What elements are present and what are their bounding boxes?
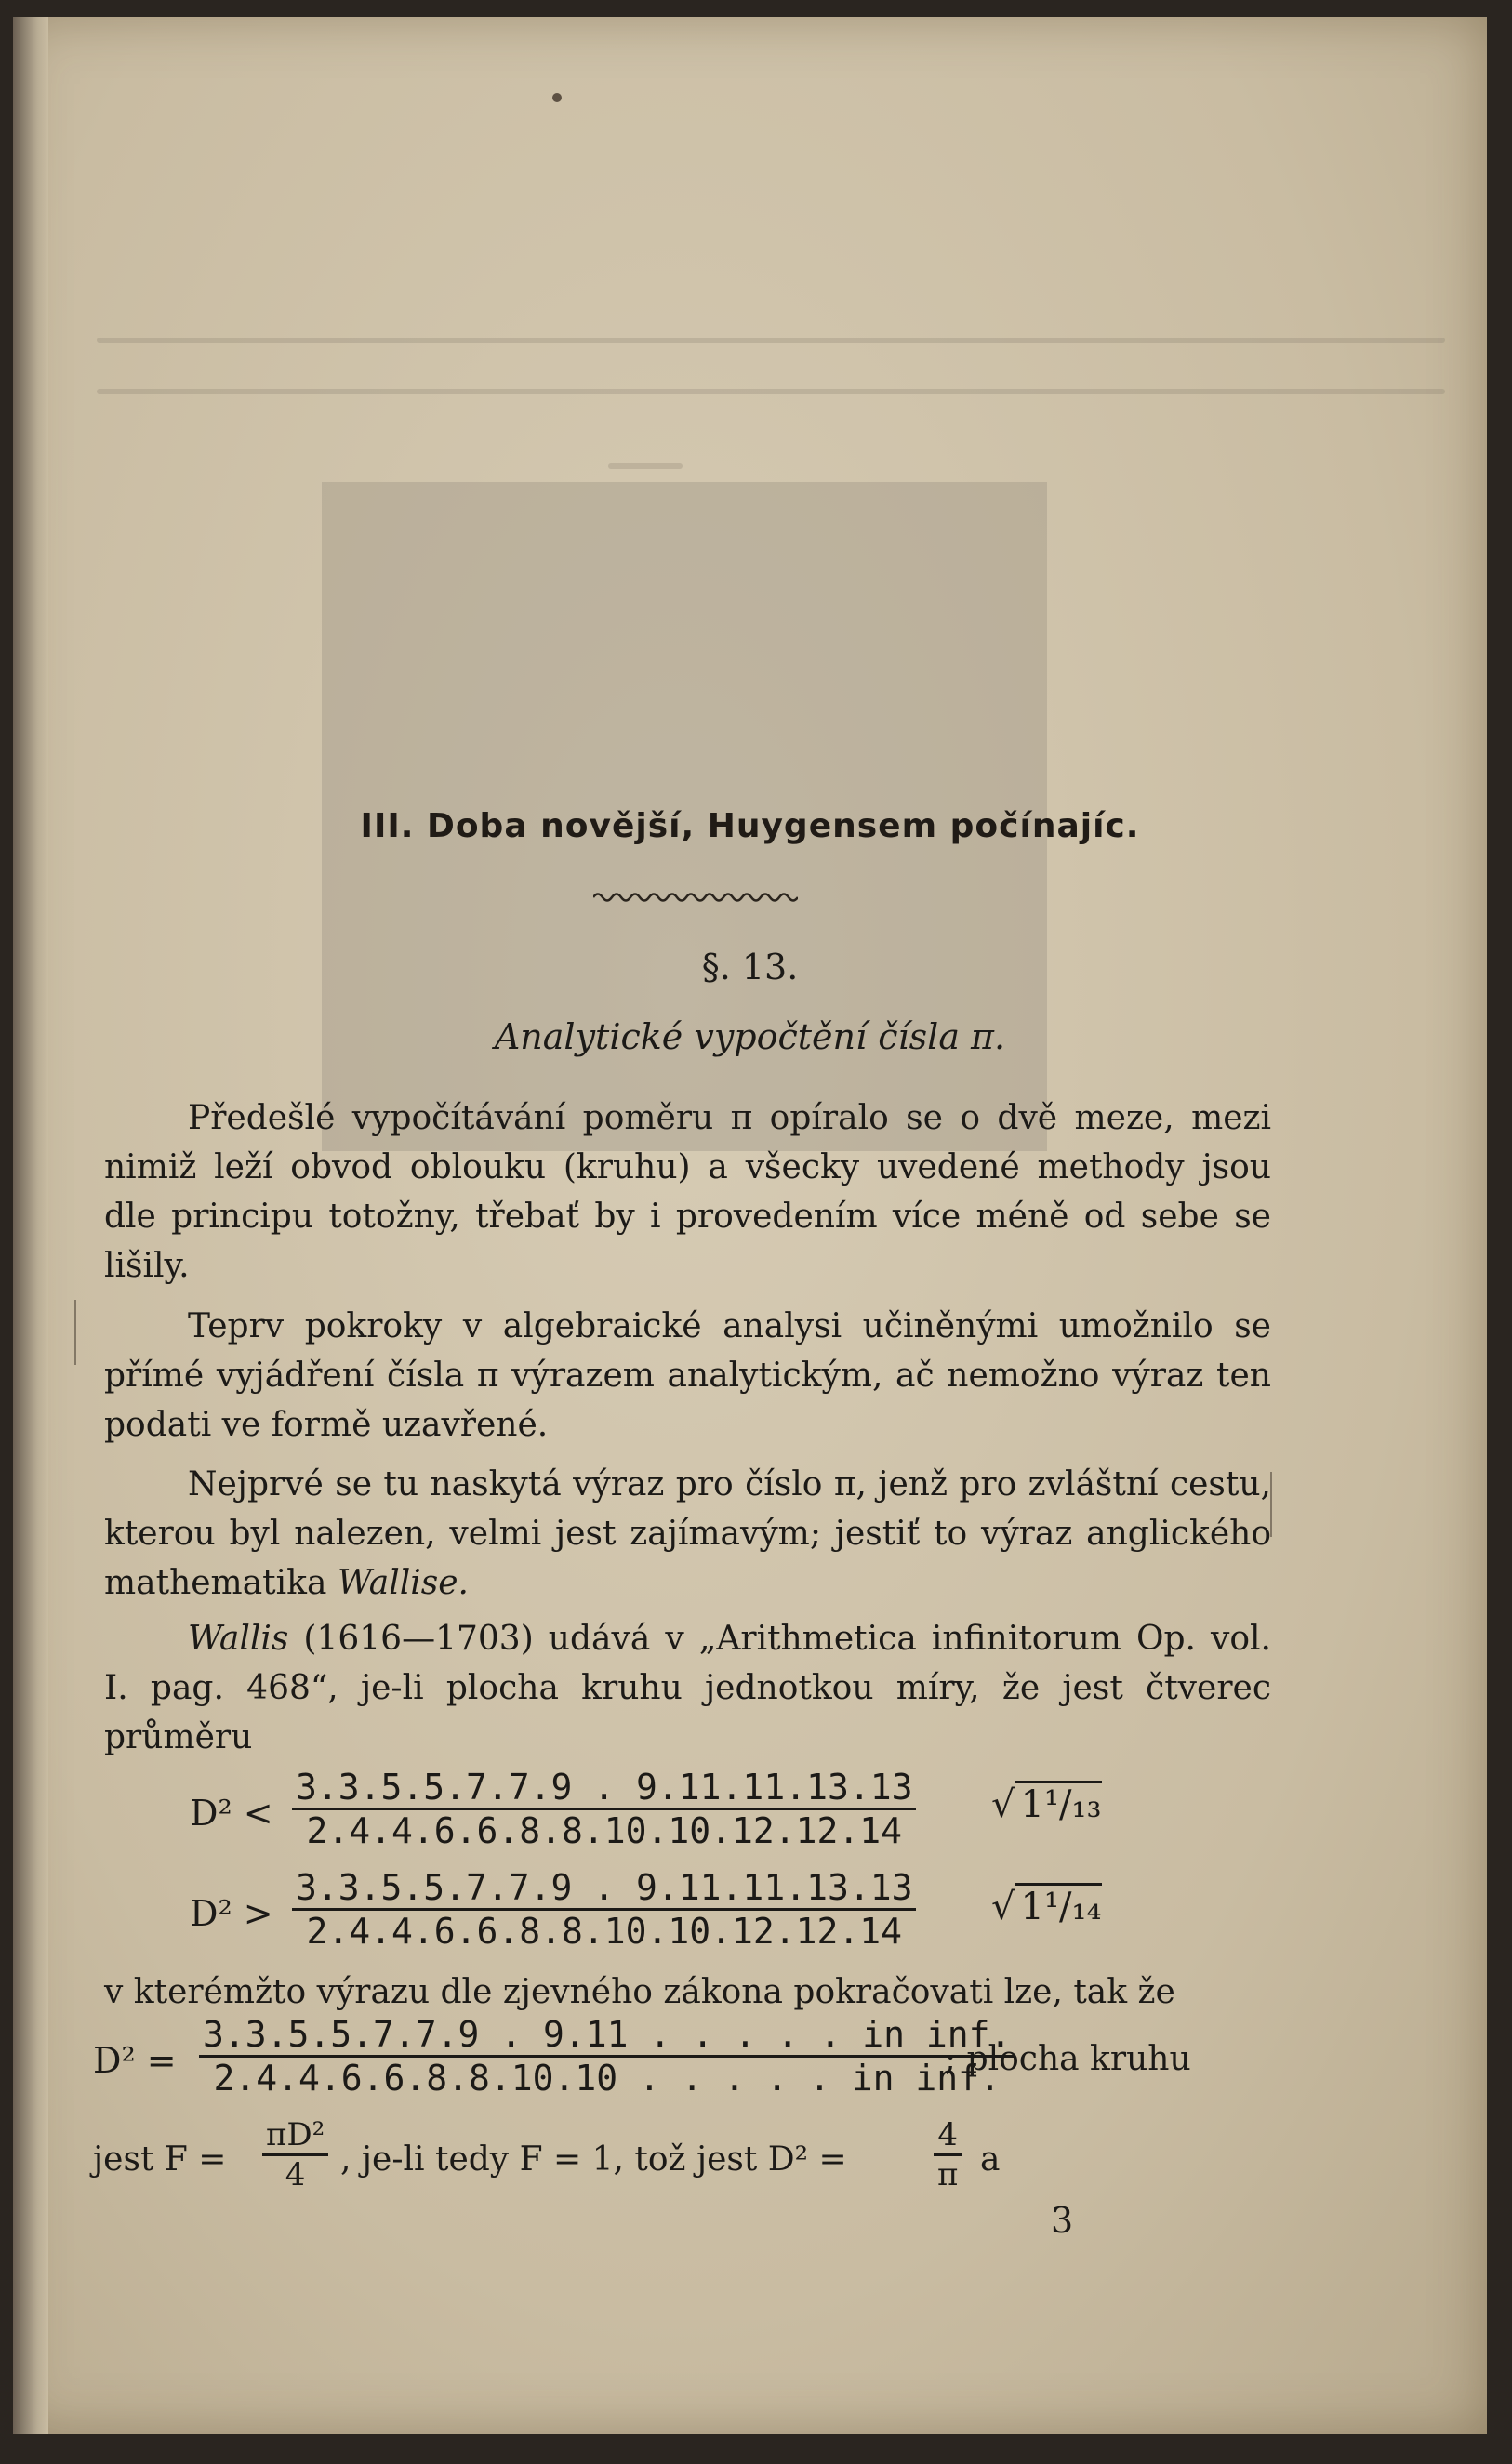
- formula-1-denominator: 2.4.4.6.6.8.8.10.10.12.12.14: [292, 1808, 916, 1851]
- formula-2-root: √ 1¹/₁₄: [991, 1886, 1102, 1928]
- formula-2-lhs: D² >: [190, 1893, 273, 1934]
- margin-mark: [74, 1300, 76, 1365]
- formula-4-fraction-2-denominator: π: [934, 2153, 962, 2193]
- paragraph-1: Předešlé vypočítávání poměru π opíralo se o dvě meze, mezi nimiž leží obvod oblouku (kruhu) a všecky uvedené methody jsou dle principu totožny, třebať by i provedením více méně od sebe se lišily.: [104, 1099, 1271, 1285]
- formula-4-fraction-1-numerator: πD²: [266, 2116, 325, 2153]
- formula-3-fraction: [199, 2014, 1015, 2099]
- formula-4-middle: , je-li tedy F = 1, tož jest D² =: [340, 2140, 847, 2179]
- paragraph-3-text: Nejprvé se tu naskytá výraz pro číslo π, jenž pro zvláštní cestu, kterou byl nalezen, velmi jest zajímavým; jestiť to výraz anglického mathematika: [104, 1465, 1271, 1602]
- decorative-wave-rule: [593, 891, 798, 904]
- book-spine-shadow: [13, 17, 48, 2434]
- paragraph-2: Teprv pokroky v algebraické analysi učiněnými umožnilo se přímé vyjádření čísla π výrazem analytickým, ač nemožno výraz ten podati ve formě uzavřené.: [104, 1307, 1271, 1444]
- formula-3-lhs: D² =: [93, 2040, 177, 2081]
- paragraph-3: [104, 1460, 1271, 1608]
- formula-1-root: √ 1¹/₁₃: [991, 1783, 1102, 1826]
- author-name-wallis: Wallis: [188, 1620, 289, 1658]
- section-subtitle: Analytické vypočtění čísla π.: [494, 1016, 1006, 1057]
- section-number: §. 13.: [701, 947, 799, 987]
- formula-1-fraction: [292, 1767, 916, 1851]
- bleed-through-line: [97, 389, 1445, 394]
- bleed-through-line: [97, 338, 1445, 343]
- chapter-heading: III. Doba novější, Huygensem počínajíc.: [360, 807, 1140, 845]
- formula-1-lhs: D² <: [190, 1793, 273, 1834]
- paragraph-4: [104, 1614, 1271, 1762]
- formula-4-fraction-2-numerator: 4: [937, 2116, 958, 2153]
- formula-3-tail: ; plocha kruhu: [945, 2040, 1191, 2078]
- formula-2-numerator: 3.3.5.5.7.7.9 . 9.11.11.13.13: [296, 1867, 913, 1908]
- paragraph-4-text: (1616—1703) udává v „Arithmetica infinitorum Op. vol. I. pag. 468“, je-li plocha kruhu jednotkou míry, že jest čtverec průměru: [104, 1620, 1271, 1756]
- paragraph-5: v kterémžto výrazu dle zjevného zákona pokračovati lze, tak že: [104, 1973, 1175, 2011]
- page-number: 3: [1051, 2200, 1074, 2241]
- formula-4-fraction-1-denominator: 4: [262, 2153, 328, 2193]
- formula-1-numerator: 3.3.5.5.7.7.9 . 9.11.11.13.13: [296, 1767, 913, 1808]
- formula-4-suffix: a: [980, 2140, 1001, 2179]
- formula-4-fraction-2: [934, 2116, 962, 2193]
- formula-1-root-value: 1¹/₁₃: [1015, 1781, 1102, 1826]
- formula-4-prefix: jest F =: [93, 2140, 227, 2179]
- formula-3-numerator: 3.3.5.5.7.7.9 . 9.11 . . . . . in inf.: [203, 2014, 1012, 2055]
- book-page: [13, 17, 1487, 2434]
- formula-4-fraction-1: [262, 2116, 328, 2193]
- formula-2-fraction: [292, 1867, 916, 1952]
- bleed-through-line: [608, 463, 683, 469]
- formula-2-denominator: 2.4.4.6.6.8.8.10.10.12.12.14: [292, 1908, 916, 1952]
- formula-2-root-value: 1¹/₁₄: [1015, 1883, 1102, 1928]
- formula-3-denominator: 2.4.4.6.6.8.8.10.10 . . . . . in inf.: [199, 2055, 1015, 2099]
- ink-spot: [552, 93, 562, 102]
- author-name-wallise: Wallise.: [337, 1564, 469, 1602]
